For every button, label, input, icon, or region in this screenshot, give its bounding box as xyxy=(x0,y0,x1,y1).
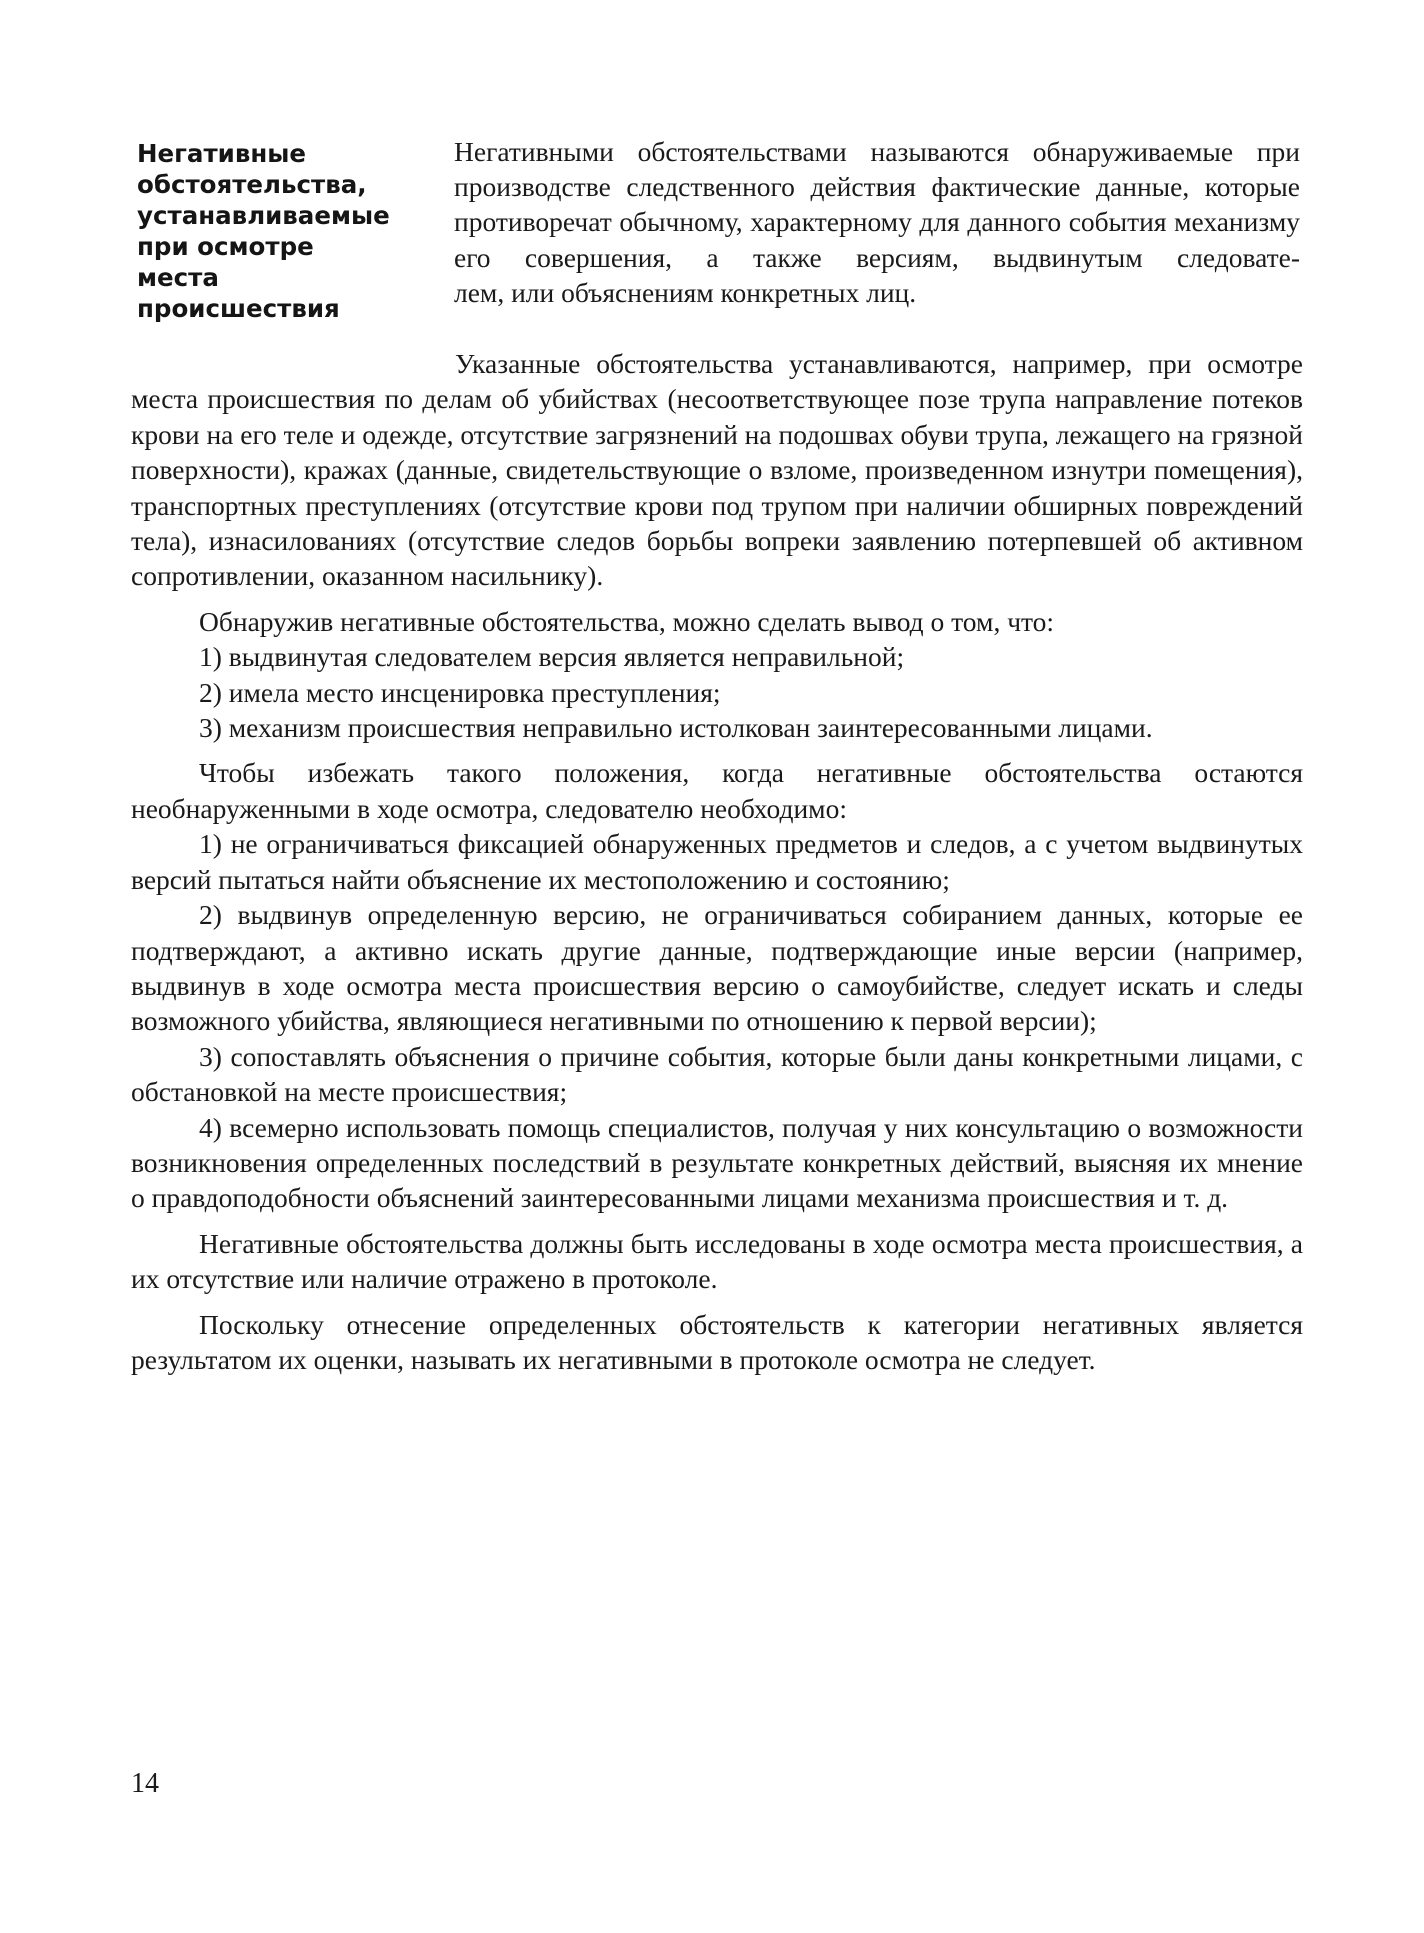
section-heading xyxy=(137,138,437,324)
paragraph: Поскольку отнесение определенных обстоятельств к категории негативных является результатом их оценки, называть их негативными в протоколе осмотра не следует. xyxy=(131,1308,1303,1375)
list-item: 2) имела место инсценировка преступления; xyxy=(199,676,721,708)
section-heading-line: обстоятельства, xyxy=(137,170,367,199)
intro-paragraph xyxy=(454,134,1300,310)
list-item: 2) выдвинув определенную версию, не ограничиваться собиранием данных, которые ее подтверждают, а активно искать другие данные, подтверждающие иные версии (например, выдвинув в ходе осмотра места происшествия версию о самоубийстве, следует искать и следы возможного убийства, являющиеся негативными по отношению к первой версии); xyxy=(131,899,1303,1037)
body-text xyxy=(131,346,1303,1377)
section-heading-line: происшествия xyxy=(137,294,340,323)
list-item: 1) не ограничиваться фиксацией обнаруженных предметов и следов, а с учетом выдвинутых версий пытаться найти объяснение их местоположению и состоянию; xyxy=(131,828,1303,895)
paragraph: Чтобы избежать такого положения, когда негативные обстоятельства остаются необнаруженными в ходе осмотра, следователю необходимо: xyxy=(131,757,1303,824)
section-heading-line: Негативные xyxy=(137,139,307,168)
list-item: 4) всемерно использовать помощь специалистов, получая у них консультацию о возможности возникновения определенных последствий в результате конкретных действий, выясняя их мнение о правдоподобности объяснений заинтересованными лицами механизма происшествия и т. д. xyxy=(131,1111,1303,1214)
list-item: 3) сопоставлять объяснения о причине события, которые были даны конкретными лицами, с обстановкой на месте происшествия; xyxy=(131,1040,1303,1108)
section-heading-line: устанавливаемые xyxy=(137,201,390,230)
paragraph: Указанные обстоятельства устанавливаются, например, при осмотре места происшествия по делам об убийствах (несоответствующее позе трупа направление потеков крови на его теле и одежде, отсутствие загрязнений на подошвах обуви трупа, лежащего на грязной поверхности), кражах (данные, свидетельствующие о взломе, произведенном изнутри помещения), транспортных преступлениях (отсутствие крови под трупом при наличии обширных повреждений тела), изнасилованиях (отсутствие следов борьбы вопреки заявлению потерпевшей об активном сопротивлении, оказанном насильнику). xyxy=(131,348,1303,592)
intro-text-end: лем, или объяснениям конкретных лиц. xyxy=(454,276,917,308)
list-item: 3) механизм происшествия неправильно истолкован заинтересованными лицами. xyxy=(199,712,1153,744)
paragraph: Обнаружив негативные обстоятельства, можно сделать вывод о том, что: xyxy=(199,605,1055,637)
paragraph: Негативные обстоятельства должны быть исследованы в ходе осмотра места происшествия, а их отсутствие или наличие отражено в протоколе. xyxy=(131,1227,1303,1295)
section-heading-line: при осмотре xyxy=(137,232,314,261)
page-number: 14 xyxy=(131,1768,159,1799)
list-item: 1) выдвинутая следователем версия является неправильной; xyxy=(199,641,905,673)
section-heading-line: места xyxy=(137,263,219,292)
intro-text: Негативными обстоятельствами называются обнаруживаемые при производстве следственного действия фактические данные, которые противоречат обычному, характерному для данного события механизму его совершения, а также версиям, выдвинутым следовате- xyxy=(454,136,1300,273)
